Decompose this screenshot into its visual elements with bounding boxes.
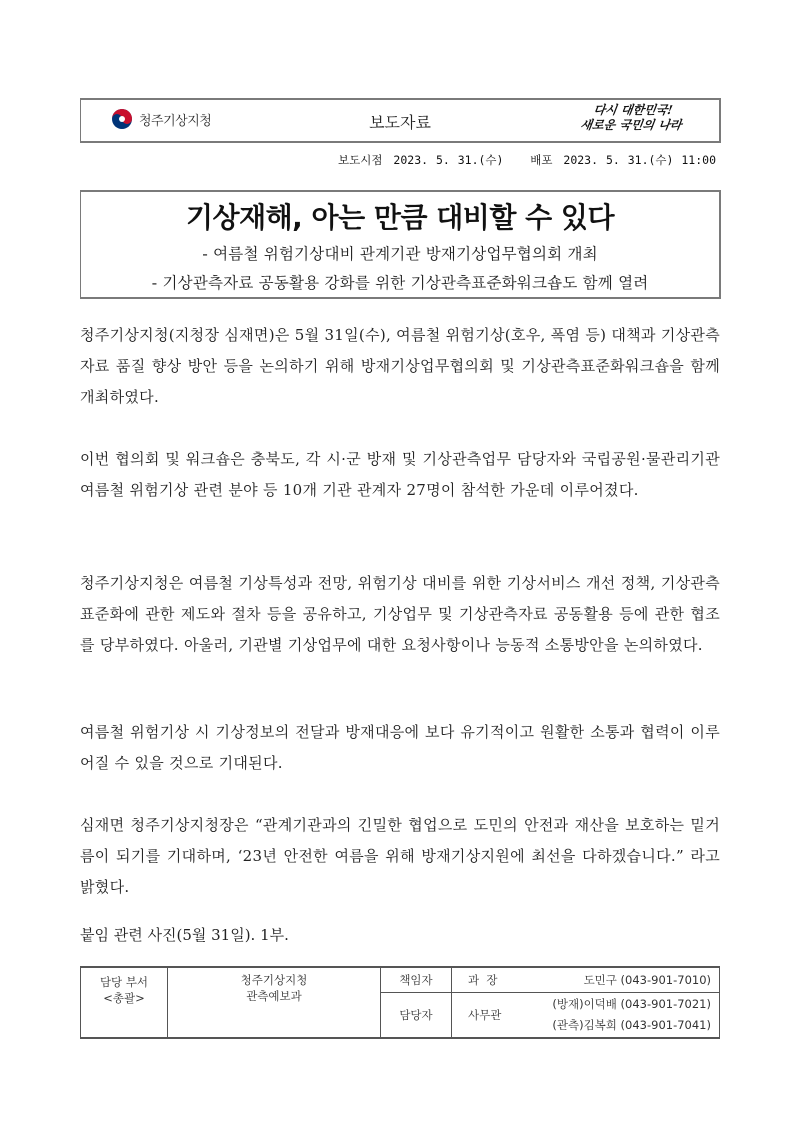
distribution-date: 2023. 5. 31.(수) 11:00 — [563, 153, 716, 167]
document-type: 보도자료 — [369, 113, 431, 132]
staff-contact: (방재)이덕배 (043-901-7021) — [552, 997, 711, 1011]
agency-name: 청주기상지청 — [139, 113, 212, 129]
slogan-line-1: 다시 대한민국! — [592, 103, 674, 117]
body-paragraph: 여름철 위험기상 시 기상정보의 전달과 방재대응에 보다 유기적이고 원활한 소통과 협력이 이루어질 수 있을 것으로 기대된다. — [80, 723, 720, 772]
office-line-2: 관측예보과 — [246, 989, 302, 1003]
release-info — [335, 152, 716, 168]
dept-label: 담당 부서 — [99, 975, 149, 989]
headline: 기상재해, 아는 만큼 대비할 수 있다 — [185, 201, 615, 234]
office-cell — [168, 967, 381, 1038]
contact-table — [80, 966, 720, 1039]
dept-sub: <총괄> — [103, 991, 145, 1005]
attachment-note: 붙임 관련 사진(5월 31일). 1부. — [80, 926, 289, 944]
responsible-cell — [452, 967, 720, 993]
staff-label: 담당자 — [381, 993, 452, 1039]
government-slogan — [565, 103, 699, 133]
staff-cell — [452, 993, 720, 1039]
body-paragraph: 심재면 청주기상지청장은 “관계기관과의 긴밀한 협업으로 도민의 안전과 재산을 보호하는 밑거름이 되기를 기대하며, ‘23년 안전한 여름을 위해 방재기상지원에 최선을 다하겠습니다.” 라고 밝혔다. — [80, 816, 720, 896]
body-paragraph: 청주기상지청은 여름철 기상특성과 전망, 위험기상 대비를 위한 기상서비스 개선 정책, 기상관측표준화에 관한 제도와 절차 등을 공유하고, 기상업무 및 기상관측자료 공동활용 등에 관한 협조를 당부하였다. 아울러, 기관별 기상업무에 대한 요청사항이나 능동적 소통방안을 논의하였다. — [80, 574, 720, 654]
slogan-line-2: 새로운 국민의 나라 — [579, 118, 683, 132]
embargo-label: 보도시점 — [338, 153, 383, 167]
embargo-date: 2023. 5. 31.(수) — [393, 153, 504, 167]
subheadline-2: - 기상관측자료 공동활용 강화를 위한 기상관측표준화워크숍도 함께 열려 — [151, 274, 649, 292]
staff-contact: (관측)김복희 (043-901-7041) — [552, 1018, 711, 1032]
body-paragraph: 청주기상지청(지청장 심재면)은 5월 31일(수), 여름철 위험기상(호우, 폭염 등) 대책과 기상관측자료 품질 향상 방안 등을 논의하기 위해 방재기상업무협의회 및 기상관측표준화워크숍을 함께 개최하였다. — [80, 326, 720, 406]
subheadline-1: - 여름철 위험기상대비 관계기관 방재기상업무협의회 개최 — [202, 245, 598, 263]
responsible-label: 책임자 — [381, 967, 452, 993]
responsible-title: 과 장 — [468, 973, 498, 987]
distribution-label: 배포 — [530, 153, 553, 167]
body-paragraph: 이번 협의회 및 워크숍은 충북도, 각 시·군 방재 및 기상관측업무 담당자와 국립공원·물관리기관 여름철 위험기상 관련 분야 등 10개 기관 관계자 27명이 참석한 가운데 이루어졌다. — [80, 450, 720, 499]
responsible-person: 도민구 (043-901-7010) — [583, 973, 711, 987]
office-line-1: 청주기상지청 — [240, 973, 308, 987]
staff-title: 사무관 — [468, 1008, 502, 1022]
dept-cell — [81, 967, 168, 1038]
headline-box — [80, 190, 721, 299]
header-box — [80, 98, 721, 143]
